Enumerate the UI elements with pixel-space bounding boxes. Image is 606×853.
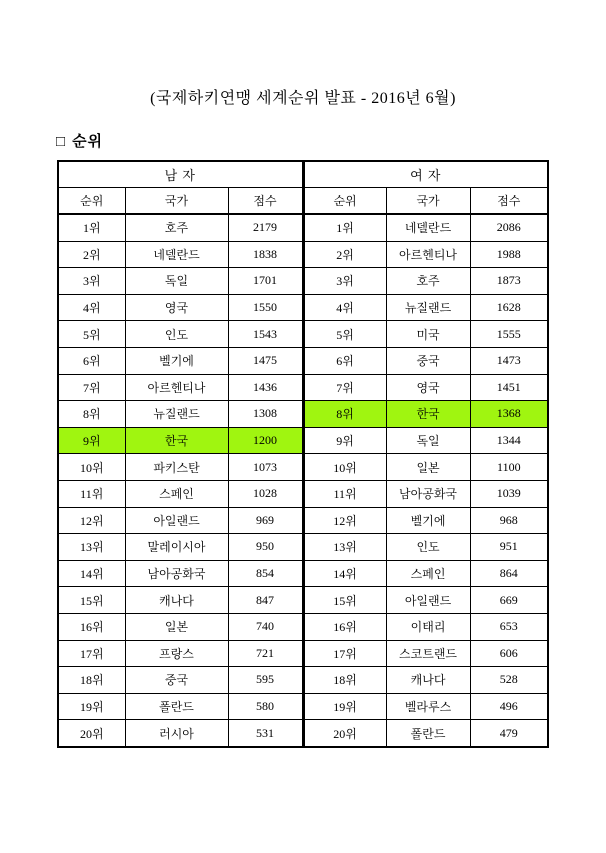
men-country-cell: 폴란드 xyxy=(125,693,228,720)
men-country-cell: 영국 xyxy=(125,294,228,321)
table-row xyxy=(58,268,548,295)
men-points-cell: 2179 xyxy=(228,214,303,241)
document-title: (국제하키연맹 세계순위 발표 - 2016년 6월) xyxy=(150,90,456,107)
men-points-cell: 1028 xyxy=(228,480,303,507)
women-country-cell: 한국 xyxy=(386,401,470,428)
men-points-cell: 1838 xyxy=(228,241,303,268)
men-points-cell: 1701 xyxy=(228,268,303,295)
men-points-cell: 740 xyxy=(228,613,303,640)
men-points-cell: 1475 xyxy=(228,347,303,374)
men-rank-cell: 10위 xyxy=(58,454,125,481)
women-points-cell: 1100 xyxy=(470,454,548,481)
men-country-cell: 벨기에 xyxy=(125,347,228,374)
rankings-tbody xyxy=(58,214,548,747)
women-points-cell: 1628 xyxy=(470,294,548,321)
women-country-cell: 호주 xyxy=(386,268,470,295)
table-row xyxy=(58,507,548,534)
column-header-row xyxy=(58,188,548,215)
women-points-cell: 496 xyxy=(470,693,548,720)
women-points-cell: 479 xyxy=(470,720,548,747)
table-row xyxy=(58,427,548,454)
table-row xyxy=(58,321,548,348)
table-row xyxy=(58,454,548,481)
table-row xyxy=(58,241,548,268)
women-country-cell: 미국 xyxy=(386,321,470,348)
table-row xyxy=(58,560,548,587)
women-rank-cell: 16위 xyxy=(303,613,386,640)
women-points-cell: 968 xyxy=(470,507,548,534)
women-country-cell: 벨기에 xyxy=(386,507,470,534)
women-points-cell: 606 xyxy=(470,640,548,667)
table-row xyxy=(58,693,548,720)
women-country-cell: 벨라루스 xyxy=(386,693,470,720)
women-rank-cell: 4위 xyxy=(303,294,386,321)
men-rank-cell: 8위 xyxy=(58,401,125,428)
women-country-cell: 스페인 xyxy=(386,560,470,587)
men-country-cell: 중국 xyxy=(125,667,228,694)
women-country-cell: 스코트랜드 xyxy=(386,640,470,667)
women-country-cell: 영국 xyxy=(386,374,470,401)
women-country-cell: 아르헨티나 xyxy=(386,241,470,268)
men-country-cell: 호주 xyxy=(125,214,228,241)
men-rank-cell: 5위 xyxy=(58,321,125,348)
men-country-cell: 독일 xyxy=(125,268,228,295)
table-row xyxy=(58,214,548,241)
women-rank-cell: 13위 xyxy=(303,534,386,561)
table-row xyxy=(58,374,548,401)
men-points-cell: 580 xyxy=(228,693,303,720)
table-row xyxy=(58,480,548,507)
men-group-header: 남 자 xyxy=(58,161,303,188)
women-country-column-header: 국가 xyxy=(386,188,470,215)
men-rank-cell: 14위 xyxy=(58,560,125,587)
men-country-cell: 말레이시아 xyxy=(125,534,228,561)
table-row xyxy=(58,667,548,694)
women-points-cell: 1368 xyxy=(470,401,548,428)
men-points-cell: 950 xyxy=(228,534,303,561)
men-rank-cell: 1위 xyxy=(58,214,125,241)
men-rank-cell: 17위 xyxy=(58,640,125,667)
women-points-cell: 1988 xyxy=(470,241,548,268)
women-country-cell: 아일랜드 xyxy=(386,587,470,614)
table-row xyxy=(58,347,548,374)
women-rank-column-header: 순위 xyxy=(303,188,386,215)
men-country-column-header: 국가 xyxy=(125,188,228,215)
men-rank-cell: 18위 xyxy=(58,667,125,694)
table-row xyxy=(58,640,548,667)
men-country-cell: 남아공화국 xyxy=(125,560,228,587)
women-rank-cell: 20위 xyxy=(303,720,386,747)
women-rank-cell: 12위 xyxy=(303,507,386,534)
women-country-cell: 인도 xyxy=(386,534,470,561)
women-rank-cell: 15위 xyxy=(303,587,386,614)
table-row xyxy=(58,401,548,428)
men-rank-cell: 19위 xyxy=(58,693,125,720)
table-row xyxy=(58,613,548,640)
table-row xyxy=(58,534,548,561)
women-rank-cell: 11위 xyxy=(303,480,386,507)
section-heading-label: 순위 xyxy=(72,134,104,150)
women-points-cell: 1555 xyxy=(470,321,548,348)
men-country-cell: 아르헨티나 xyxy=(125,374,228,401)
women-points-cell: 1039 xyxy=(470,480,548,507)
women-country-cell: 일본 xyxy=(386,454,470,481)
men-rank-cell: 13위 xyxy=(58,534,125,561)
men-country-cell: 뉴질랜드 xyxy=(125,401,228,428)
women-points-cell: 653 xyxy=(470,613,548,640)
women-points-cell: 1344 xyxy=(470,427,548,454)
women-rank-cell: 7위 xyxy=(303,374,386,401)
section-heading xyxy=(56,130,103,151)
men-country-cell: 인도 xyxy=(125,321,228,348)
women-points-cell: 951 xyxy=(470,534,548,561)
women-country-cell: 뉴질랜드 xyxy=(386,294,470,321)
men-points-cell: 1550 xyxy=(228,294,303,321)
men-points-cell: 1543 xyxy=(228,321,303,348)
women-points-column-header: 점수 xyxy=(470,188,548,215)
table-row xyxy=(58,720,548,747)
men-rank-cell: 9위 xyxy=(58,427,125,454)
world-ranking-table xyxy=(57,160,549,748)
men-rank-cell: 4위 xyxy=(58,294,125,321)
men-points-cell: 1436 xyxy=(228,374,303,401)
women-points-cell: 1451 xyxy=(470,374,548,401)
women-rank-cell: 5위 xyxy=(303,321,386,348)
men-points-cell: 1200 xyxy=(228,427,303,454)
women-points-cell: 528 xyxy=(470,667,548,694)
women-group-header: 여 자 xyxy=(303,161,548,188)
men-points-cell: 854 xyxy=(228,560,303,587)
men-points-column-header: 점수 xyxy=(228,188,303,215)
men-points-cell: 1073 xyxy=(228,454,303,481)
men-country-cell: 한국 xyxy=(125,427,228,454)
men-rank-cell: 15위 xyxy=(58,587,125,614)
women-country-cell: 남아공화국 xyxy=(386,480,470,507)
men-country-cell: 캐나다 xyxy=(125,587,228,614)
women-rank-cell: 17위 xyxy=(303,640,386,667)
women-rank-cell: 10위 xyxy=(303,454,386,481)
square-bullet-icon: □ xyxy=(56,134,67,150)
men-rank-cell: 2위 xyxy=(58,241,125,268)
women-rank-cell: 2위 xyxy=(303,241,386,268)
men-points-cell: 847 xyxy=(228,587,303,614)
men-country-cell: 파키스탄 xyxy=(125,454,228,481)
men-points-cell: 595 xyxy=(228,667,303,694)
women-rank-cell: 1위 xyxy=(303,214,386,241)
women-rank-cell: 8위 xyxy=(303,401,386,428)
women-country-cell: 이태리 xyxy=(386,613,470,640)
men-points-cell: 531 xyxy=(228,720,303,747)
men-country-cell: 아일랜드 xyxy=(125,507,228,534)
women-rank-cell: 18위 xyxy=(303,667,386,694)
women-points-cell: 1873 xyxy=(470,268,548,295)
men-rank-cell: 7위 xyxy=(58,374,125,401)
men-rank-cell: 3위 xyxy=(58,268,125,295)
men-points-cell: 721 xyxy=(228,640,303,667)
men-rank-cell: 12위 xyxy=(58,507,125,534)
table-row xyxy=(58,294,548,321)
men-rank-cell: 11위 xyxy=(58,480,125,507)
women-rank-cell: 3위 xyxy=(303,268,386,295)
table-header xyxy=(58,161,548,214)
men-rank-cell: 16위 xyxy=(58,613,125,640)
women-country-cell: 네델란드 xyxy=(386,214,470,241)
men-country-cell: 러시아 xyxy=(125,720,228,747)
women-rank-cell: 9위 xyxy=(303,427,386,454)
table-row xyxy=(58,587,548,614)
women-points-cell: 669 xyxy=(470,587,548,614)
women-country-cell: 중국 xyxy=(386,347,470,374)
men-rank-cell: 20위 xyxy=(58,720,125,747)
men-country-cell: 일본 xyxy=(125,613,228,640)
women-country-cell: 캐나다 xyxy=(386,667,470,694)
women-country-cell: 폴란드 xyxy=(386,720,470,747)
women-country-cell: 독일 xyxy=(386,427,470,454)
women-rank-cell: 6위 xyxy=(303,347,386,374)
men-rank-cell: 6위 xyxy=(58,347,125,374)
men-points-cell: 1308 xyxy=(228,401,303,428)
women-points-cell: 2086 xyxy=(470,214,548,241)
women-points-cell: 864 xyxy=(470,560,548,587)
men-country-cell: 스페인 xyxy=(125,480,228,507)
women-points-cell: 1473 xyxy=(470,347,548,374)
men-rank-column-header: 순위 xyxy=(58,188,125,215)
men-country-cell: 프랑스 xyxy=(125,640,228,667)
women-rank-cell: 19위 xyxy=(303,693,386,720)
men-country-cell: 네델란드 xyxy=(125,241,228,268)
group-header-row xyxy=(58,161,548,188)
men-points-cell: 969 xyxy=(228,507,303,534)
women-rank-cell: 14위 xyxy=(303,560,386,587)
